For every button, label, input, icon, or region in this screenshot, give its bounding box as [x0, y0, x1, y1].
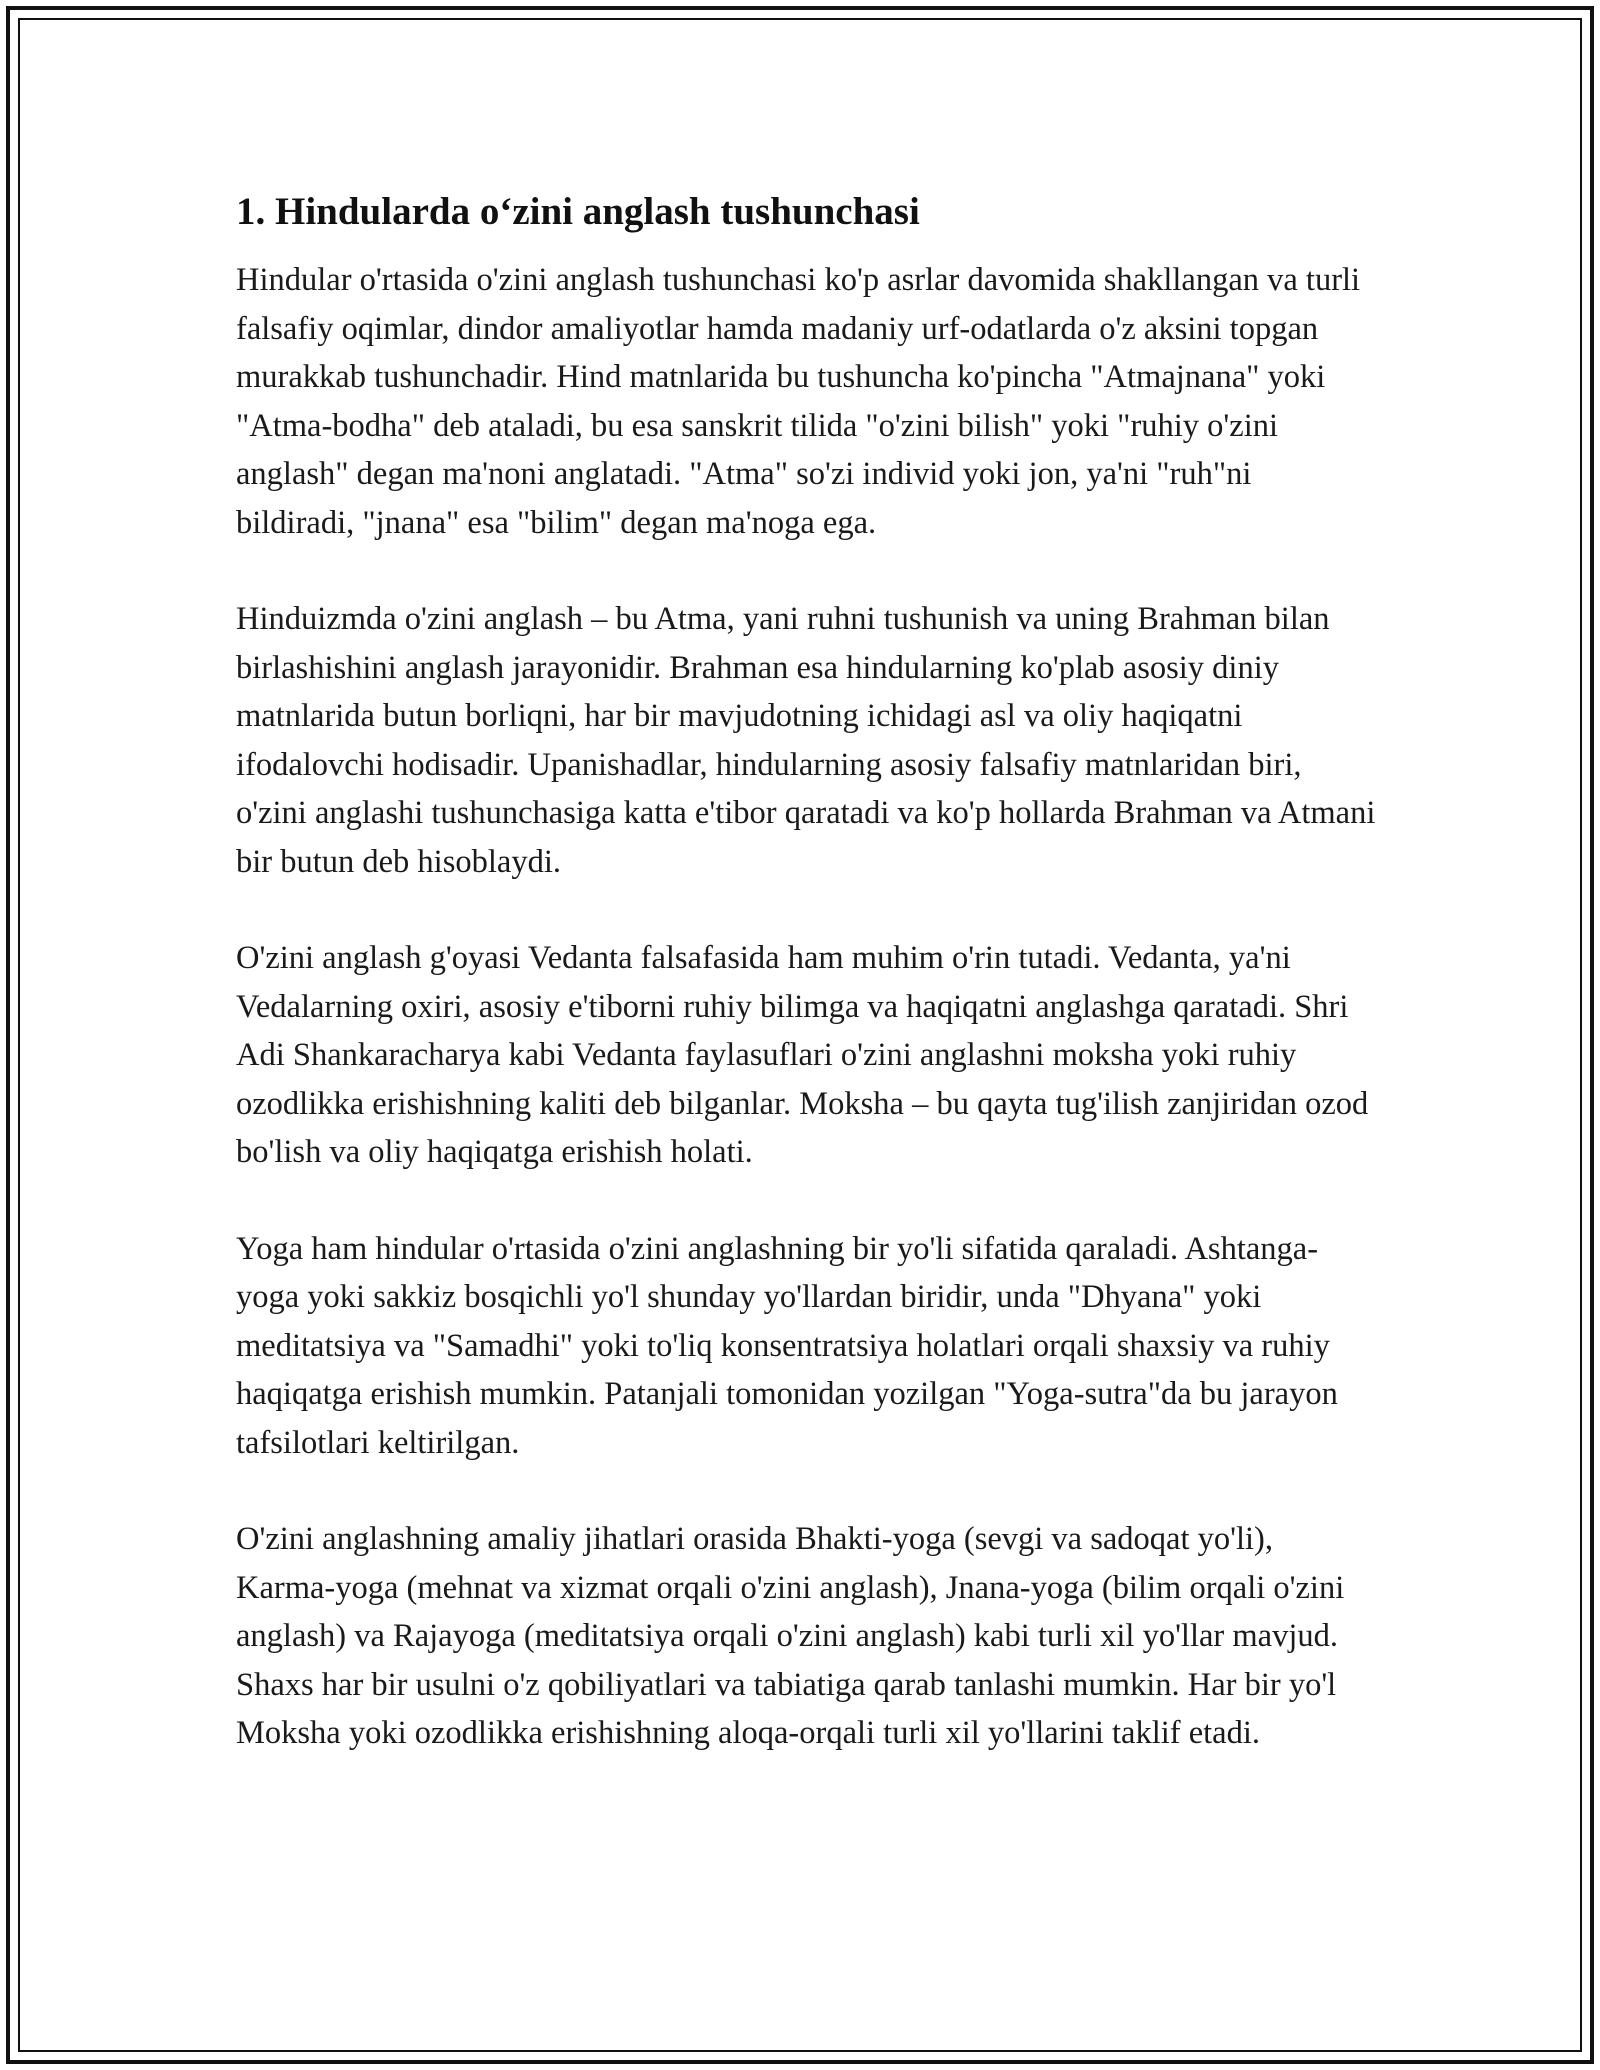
- paragraph-5: O'zini anglashning amaliy jihatlari orasida Bhakti-yoga (sevgi va sadoqat yo'li), Karma-yoga (mehnat va xizmat orqali o'zini anglash), Jnana-yoga (bilim orqali o'zini anglash) va Rajayoga (meditatsiya orqali o'zini anglash) kabi turli xil yo'llar mavjud. Shaxs har bir usulni o'z qobiliyatlari va tabiatiga qarab tanlashi mumkin. Har bir yo'l Moksha yoki ozodlikka erishishning aloqa-orqali turli xil yo'llarini taklif etadi.: [236, 1521, 1345, 1751]
- paragraph-1: Hindular o'rtasida o'zini anglash tushunchasi ko'p asrlar davomida shakllangan va turli falsafiy oqimlar, dindor amaliyotlar hamda madaniy urf-odatlarda o'z aksini topgan murakkab tushunchadir. Hind matnlarida bu tushuncha ko'pincha "Atmajnana" yoki "Atma-bodha" deb ataladi, bu esa sanskrit tilida "o'zini bilish" yoki "ruhiy o'zini anglash" degan ma'noni anglatadi. "Atma" so'zi individ yoki jon, ya'ni "ruh"ni bildiradi, "jnana" esa "bilim" degan ma'noga ega.: [236, 262, 1361, 541]
- paragraph-4: Yoga ham hindular o'rtasida o'zini anglashning bir yo'li sifatida qaraladi. Ashtanga-yoga yoki sakkiz bosqichli yo'l shunday yo'llardan biridir, unda "Dhyana" yoki meditatsiya va "Samadhi" yoki to'liq konsentratsiya holatlari orqali shaxsiy va ruhiy haqiqatga erishish mumkin. Patanjali tomonidan yozilgan "Yoga-sutra"da bu jarayon tafsilotlari keltirilgan.: [236, 1230, 1338, 1461]
- section-heading: 1. Hindularda o‘zini anglash tushunchasi: [236, 190, 920, 233]
- paragraph-2: Hinduizmda o'zini anglash – bu Atma, yani ruhni tushunish va uning Brahman bilan birlashishini anglash jarayonidir. Brahman esa hindularning ko'plab asosiy diniy matnlarida butun borliqni, har bir mavjudotning ichidagi asl va oliy haqiqatni ifodalovchi hodisadir. Upanishadlar, hindularning asosiy falsafiy matnlaridan biri, o'zini anglashi tushunchasiga katta e'tibor qaratadi va ko'p hollarda Brahman va Atmani bir butun deb hisoblaydi.: [236, 601, 1376, 880]
- paragraph-3: O'zini anglash g'oyasi Vedanta falsafasida ham muhim o'rin tutadi. Vedanta, ya'ni Vedalarning oxiri, asosiy e'tiborni ruhiy bilimga va haqiqatni anglashga qaratadi. Shri Adi Shankaracharya kabi Vedanta faylasuflari o'zini anglashni moksha yoki ruhiy ozodlikka erishishning kaliti deb bilganlar. Moksha – bu qayta tug'ilish zanjiridan ozod bo'lish va oliy haqiqatga erishish holati.: [236, 940, 1369, 1170]
- document-body: [236, 188, 1376, 1806]
